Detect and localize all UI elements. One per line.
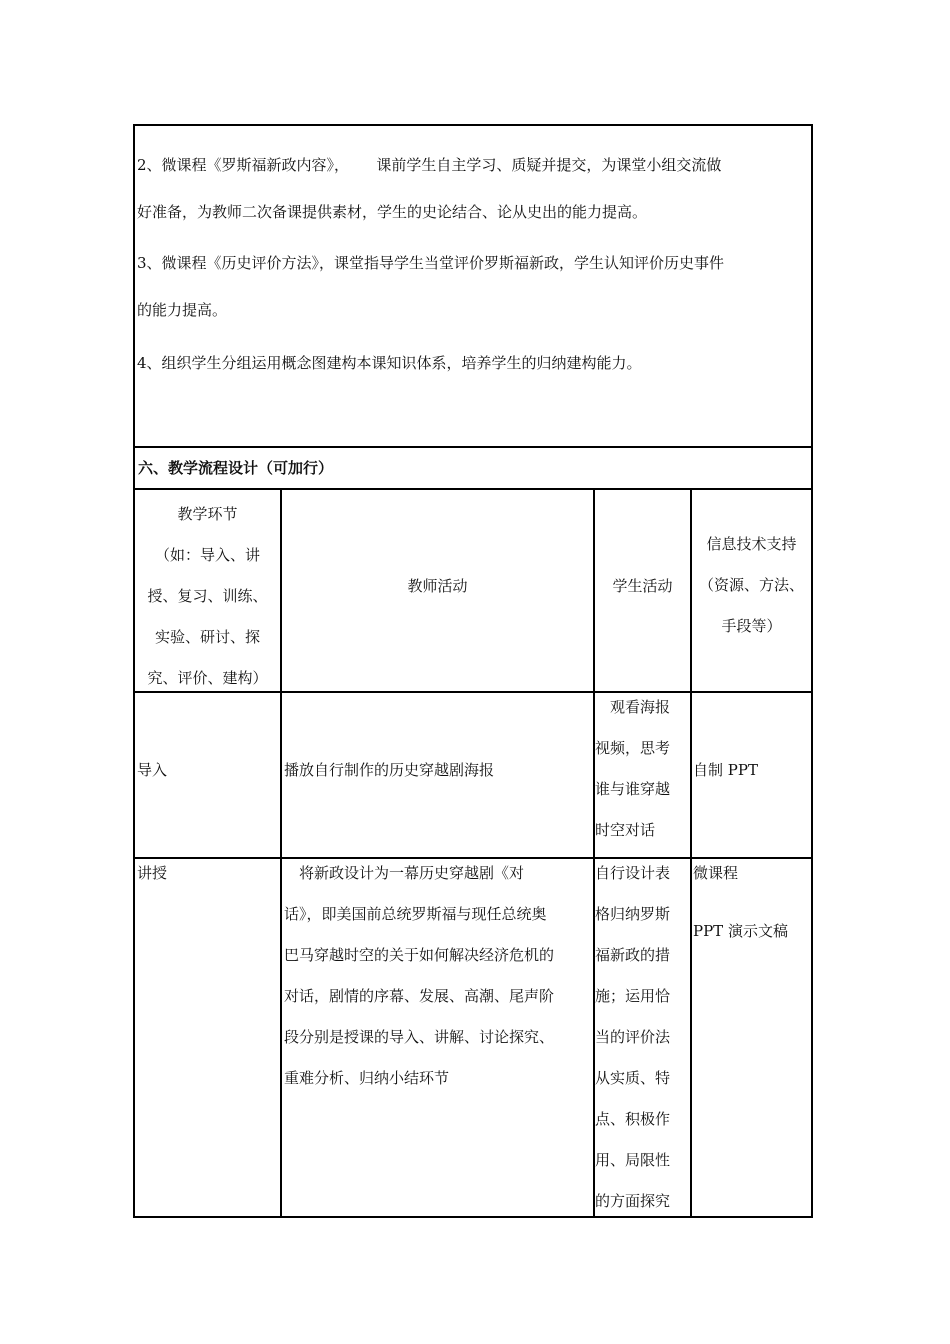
cell-line: 巴马穿越时空的关于如何解决经济危机的 — [284, 946, 555, 964]
cell-line: 段分别是授课的导入、讲解、讨论探究、 — [284, 1028, 555, 1046]
row-student-lecture — [595, 853, 690, 1222]
cell-line: 自制 PPT — [693, 761, 758, 779]
cell-line: 点、积极作 — [595, 1110, 671, 1128]
header-teacher: 教师活动 — [407, 577, 468, 595]
paragraph-line: 3、微课程《历史评价方法》，课堂指导学生当堂评价罗斯福新政，学生认知评价历史事件 — [137, 254, 725, 272]
cell-line: 播放自行制作的历史穿越剧海报 — [284, 761, 495, 779]
cell-line: 施；运用恰 — [595, 987, 671, 1005]
cell-line: 从实质、特 — [595, 1069, 671, 1087]
paragraph-3 — [137, 240, 805, 334]
paragraph-line: 2、微课程《罗斯福新政内容》， 课前学生自主学习、质疑并提交，为课堂小组交流做 — [137, 156, 722, 174]
cell-line: 用、局限性 — [595, 1151, 671, 1169]
header-student: 学生活动 — [612, 577, 673, 595]
cell-line: 谁与谁穿越 — [595, 780, 671, 798]
header-line: 究、评价、建构） — [147, 669, 268, 687]
row-student-intro — [595, 687, 690, 851]
section-title: 六、教学流程设计（可加行） — [138, 459, 334, 477]
cell-line: PPT 演示文稿 — [693, 922, 788, 940]
cell-line: 将新政设计为一幕历史穿越剧《对 — [284, 864, 525, 882]
header-line: 信息技术支持 — [706, 535, 797, 553]
paragraph-line: 4、组织学生分组运用概念图建构本课知识体系，培养学生的归纳建构能力。 — [137, 354, 642, 372]
paragraph-4 — [137, 340, 805, 387]
header-line: 手段等） — [721, 617, 782, 635]
row-teacher-intro — [284, 750, 590, 791]
strategy-cell — [135, 126, 811, 448]
header-line: （如：导入、讲 — [154, 546, 260, 564]
row-stage-lecture: 讲授 — [137, 864, 168, 882]
cell-line: 微课程 — [693, 864, 739, 882]
section-header-row — [135, 448, 811, 490]
row-tech-lecture — [693, 853, 810, 952]
cell-line: 的方面探究 — [595, 1192, 671, 1210]
row-teacher-lecture — [284, 853, 592, 1099]
cell-line: 时空对话 — [595, 821, 656, 839]
header-line: 授、复习、训练、 — [147, 587, 268, 605]
cell-line: 对话，剧情的序幕、发展、高潮、尾声阶 — [284, 987, 555, 1005]
cell-line: 话》，即美国前总统罗斯福与现任总统奥 — [284, 905, 547, 923]
cell-spacer — [693, 894, 810, 911]
cell-line: 自行设计表 — [595, 864, 671, 882]
paragraph-line: 好准备，为教师二次备课提供素材，学生的史论结合、论从史出的能力提高。 — [137, 203, 648, 221]
header-line: 教学环节 — [177, 505, 238, 523]
paragraph-2 — [137, 142, 805, 236]
lesson-plan-table — [133, 124, 813, 1218]
cell-line: 观看海报 — [595, 698, 671, 716]
cell-line: 当的评价法 — [595, 1028, 671, 1046]
header-tech — [692, 524, 811, 647]
row-tech-intro — [693, 750, 810, 791]
cell-line: 视频，思考 — [595, 739, 671, 757]
header-line: （资源、方法、 — [698, 576, 804, 594]
header-line: 实验、研讨、探 — [154, 628, 260, 646]
cell-line: 重难分析、归纳小结环节 — [284, 1069, 450, 1087]
cell-line: 福新政的措 — [595, 946, 671, 964]
paragraph-line: 的能力提高。 — [137, 301, 228, 319]
cell-line: 格归纳罗斯 — [595, 905, 671, 923]
header-stage — [135, 494, 280, 699]
row-stage-intro: 导入 — [137, 761, 168, 779]
